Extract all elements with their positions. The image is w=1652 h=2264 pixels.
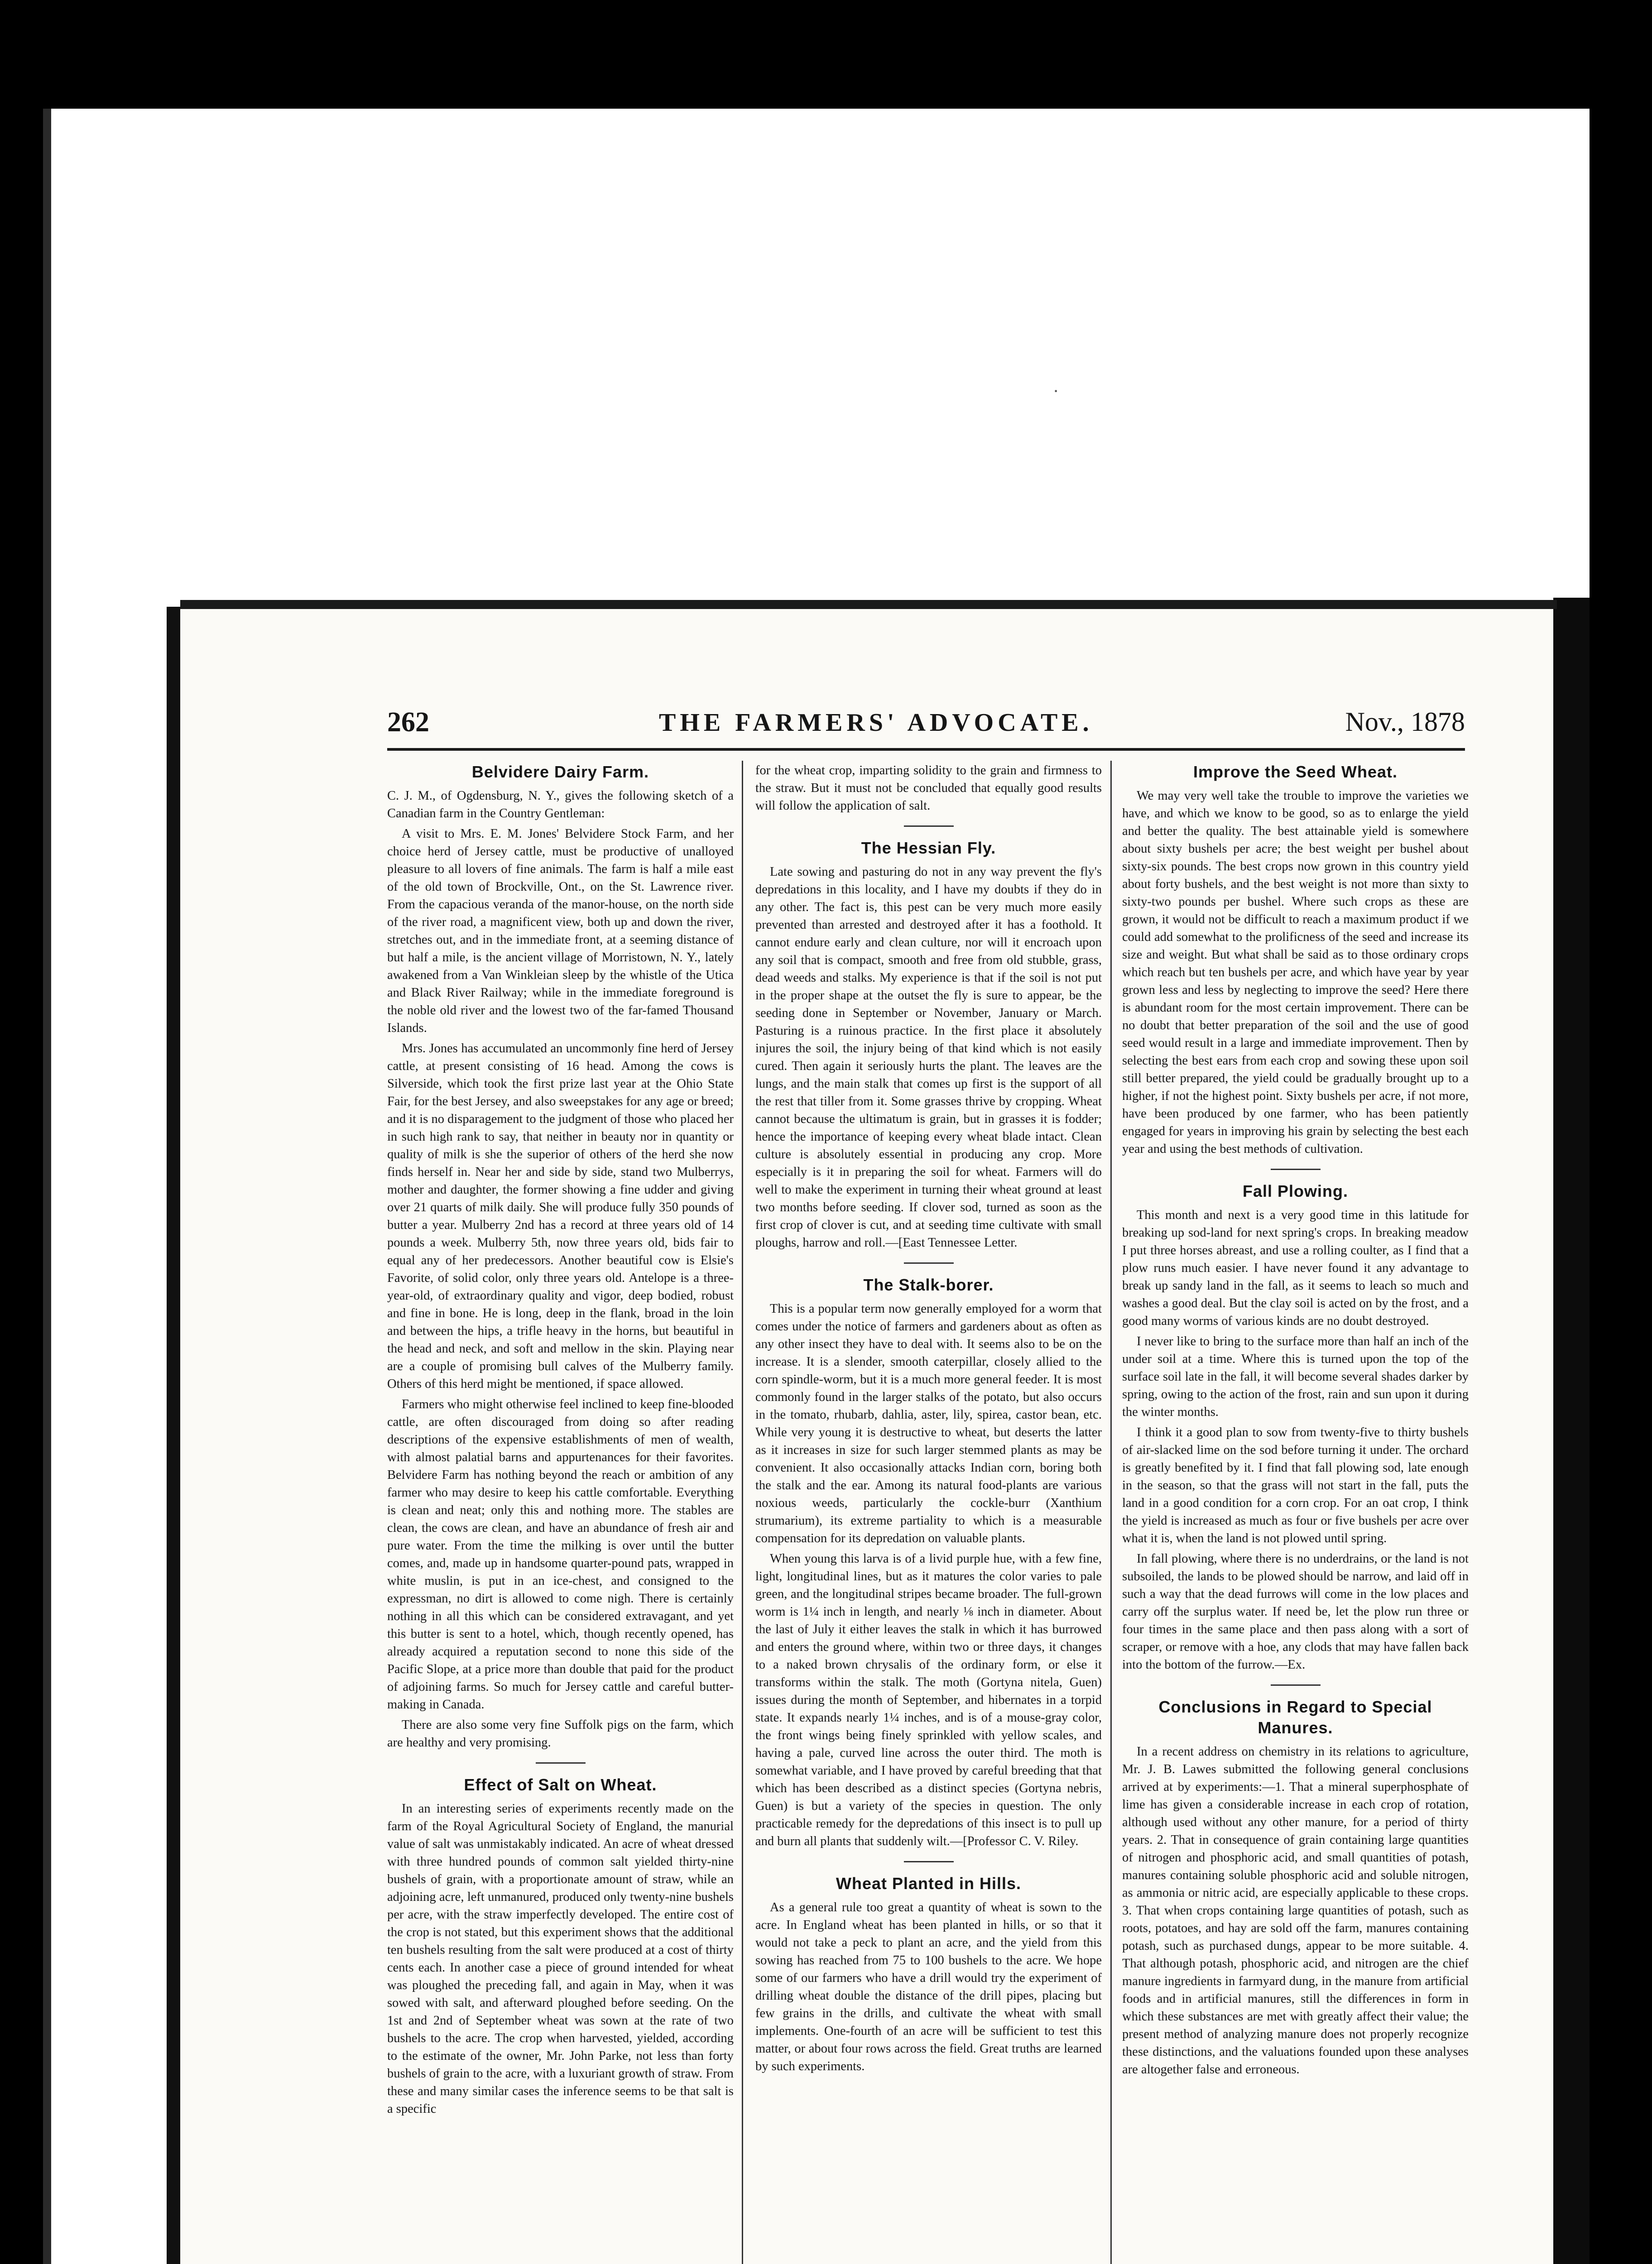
article-title: Effect of Salt on Wheat.: [464, 1775, 657, 1794]
page-edge-left: [167, 607, 180, 2264]
article-paragraph: In fall plowing, where there is no underdrains, or the land is not subsoiled, the lands to be plowed should be narrow, and laid off in such a way that the dead furrows will come in the low places and carry off the surplus water. If need be, let the plow run three or four times in the same place and then pass along with a sort of scraper, or remove with a hoe, any clods that may have fallen back into the bottom of the furrow.—Ex.: [1122, 1552, 1469, 1672]
scan-speck: ·: [1053, 381, 1059, 401]
page-top-edge: [180, 600, 1557, 609]
column-3: [1122, 762, 1469, 2264]
film-border-top: [0, 0, 1652, 109]
article-paragraph: As a general rule too great a quantity of wheat is sown to the acre. In England wheat has been planted in hills, or so that it would not take a peck to plant an acre, and the yield from this sowing has reached from 75 to 100 bushels to the acre. We hope some of our farmers who have a drill would try the experiment of drilling wheat double the distance of the drill pipes, placing but few grains in the drills, and cultivate the wheat with small implements. One-fourth of an acre will be sufficient to test this matter, or about four rows across the field. Great truths are learned by such experiments.: [755, 1900, 1102, 2073]
article-title: Belvidere Dairy Farm.: [471, 763, 649, 781]
article-separator: [904, 825, 954, 827]
film-border-left: [0, 109, 43, 2264]
article-separator: [904, 1861, 954, 1862]
column-divider: [1110, 761, 1112, 2264]
article-paragraph: In a recent address on chemistry in its relations to agriculture, Mr. J. B. Lawes submitted the following general conclusions arrived at by experiments:—1. That a mineral superphosphate of lime has given a considerable increase in each crop of rotation, although used without any other manure, for a period of thirty years. 2. That in consequence of grain containing large quantities of nitrogen and phosphoric acid, and small quantities of potash, manures containing soluble phosphoric acid and soluble nitrogen, as ammonia or nitric acid, are especially applicable to these crops. 3. That when crops containing large quantities of potash, such as roots, potatoes, and hay are sold off the farm, manures containing potash, such as purchased dungs, appear to be more suitable. 4. That although potash, phosphoric acid, and nitrogen are the chief manure ingredients in farmyard dung, in the manure from artificial foods and in artificial manures, still the differences in form in which these substances are met with greatly affect their value; the present method of analyzing manure does not properly recognize these distinctions, and the valuations founded upon these analyses are altogether false and erroneous.: [1122, 1745, 1469, 2077]
article-title: The Hessian Fly.: [861, 839, 996, 857]
article-paragraph: There are also some very fine Suffolk pigs on the farm, which are healthy and very promising.: [387, 1718, 734, 1750]
article-separator: [904, 1262, 954, 1264]
column-1: [387, 762, 734, 2264]
article-title: The Stalk-borer.: [863, 1276, 994, 1294]
article-paragraph: for the wheat crop, imparting solidity to the grain and firmness to the straw. But it must not be concluded that equally good results will follow the application of salt.: [755, 763, 1102, 813]
article-title: Wheat Planted in Hills.: [836, 1874, 1022, 1893]
article-paragraph: A visit to Mrs. E. M. Jones' Belvidere Stock Farm, and her choice herd of Jersey cattle, must be productive of unalloyed pleasure to all lovers of fine animals. The farm is half a mile east of the old town of Brockville, Ont., on the St. Lawrence river. From the capacious veranda of the manor-house, on the north side of the river road, a magnificent view, both up and down the river, stretches out, and in the immediate front, at a seeming distance of but half a mile, is the ancient village of Morristown, N. Y., lately awakened from a Van Winkleian sleep by the whistle of the Utica and Black River Railway; while in the immediate foreground is the noble old river and the lowest two of the far-famed Thousand Islands.: [387, 827, 734, 1035]
issue-date: Nov., 1878: [1345, 707, 1465, 737]
article-title: Fall Plowing.: [1242, 1182, 1348, 1200]
masthead: THE FARMERS' ADVOCATE.: [659, 709, 1093, 737]
article-paragraph: This month and next is a very good time in this latitude for breaking up sod-land for next spring's crops. In breaking meadow I put three horses abreast, and use a rolling coulter, as I find that a plow runs much easier. I have never found it any advantage to break up sandy land in the fall, as it seems to leach so much and washes a good deal. But the clay soil is acted on by the frost, and a good many worms of various kinds are no doubt destroyed.: [1122, 1208, 1469, 1328]
article-paragraph: In an interesting series of experiments recently made on the farm of the Royal Agricultural Society of England, the manurial value of salt was unmistakably indicated. An acre of wheat dressed with three hundred pounds of common salt yielded thirty-nine bushels of grain, with a proportionate amount of straw, while an adjoining acre, left unmanured, produced only twenty-nine bushels per acre, with the straw imperfectly developed. The entire cost of the crop is not stated, but this experiment shows that the additional ten bushels resulting from the salt were produced at a cost of thirty cents each. In another case a piece of ground intended for wheat was ploughed the preceding fall, and again in May, when it was sowed with salt, and afterward ploughed before seeding. On the 1st and 2nd of September wheat was sown at the rate of two bushels to the acre. The crop when harvested, yielded, according to the estimate of the owner, Mr. John Parke, not less than forty bushels of grain to the acre, with a luxuriant growth of straw. From these and many similar cases the inference seems to be that salt is a specific: [387, 1802, 734, 2116]
article-separator: [536, 1762, 586, 1764]
column-divider: [742, 761, 743, 2264]
article-paragraph: Mrs. Jones has accumulated an uncommonly fine herd of Jersey cattle, at present consisting of 16 head. Among the cows is Silverside, which took the first prize last year at the Ohio State Fair, for the best Jersey, and also sweepstakes for any age or breed; and it is no disparagement to the judgment of those who placed her in such high rank to say, that neither in beauty nor in quantity or quality of milk is she the superior of others of the herd she now finds herself in. Near her and side by side, stand two Mulberrys, mother and daughter, the former showing a fine udder and giving over 21 quarts of milk daily. She will produce fully 350 pounds of butter a year. Mulberry 2nd has a record at three years old of 14 pounds a week. Mulberry 5th, now three years old, bids fair to equal any of her predecessors. Another beautiful cow is Elsie's Favorite, of solid color, only three years old. Antelope is a three-year-old, of extraordinary quality and vigor, deep bodied, robust and fine in bone. He is long, deep in the flank, broad in the loin and between the hips, a trifle heavy in the horns, but beautiful in the head and neck, and soft and mellow in the skin. Playing near are a couple of promising bull calves of the Mulberry family. Others of this herd might be mentioned, if space allowed.: [387, 1041, 734, 1391]
article-paragraph: This is a popular term now generally employed for a worm that comes under the notice of farmers and gardeners about as often as any other insect they have to deal with. It seems also to be on the increase. It is a slender, smooth caterpillar, closely allied to the corn spindle-worm, but it is a much more general feeder. It is most commonly found in the larger stalks of the potato, but also occurs in the tomato, rhubarb, dahlia, aster, lily, spirea, castor bean, etc. While very young it is destructive to wheat, but deserts the latter as it increases in size for such larger stemmed plants as may be convenient. It also occasionally attacks Indian corn, boring both the stalk and the ear. Among its natural food-plants are various noxious weeds, particularly the cockle-burr (Xanthium strumarium), its extreme partiality to which is a measurable compensation for its depredation on valuable plants.: [755, 1302, 1102, 1545]
film-stub: [43, 109, 51, 2264]
article-title: Conclusions in Regard to Special Manures.: [1158, 1698, 1432, 1737]
article-paragraph: Late sowing and pasturing do not in any way prevent the fly's depredations in this locality, and I have my doubts if they do in any other. The fact is, this pest can be very much more easily prevented than arrested and destroyed after it has a foothold. It cannot endure early and clean culture, nor will it encroach upon any soil that is compact, smooth and free from old stubble, grass, dead weeds and stalks. My experience is that if the soil is not put in the proper shape at the outset the fly is sure to appear, be the seeding done in September or November, January or March. Pasturing is a ruinous practice. In the first place it absolutely injures the soil, the injury being of that kind which is not easily cured. Then again it seriously hurts the plant. The leaves are the lungs, and the main stalk that comes up first is the support of all the rest that tiller from it. Some grasses thrive by cropping. Wheat cannot because the ultimatum is grain, but in grasses it is fodder; hence the importance of keeping every wheat blade intact. Clean culture is absolutely essential in producing any crop. More especially is it in preparing the soil for wheat. Farmers will do well to make the experiment in turning their wheat ground at least two months before seeding. If clover sod, turned as soon as the first crop of clover is cut, and at seeding time cultivate with small ploughs, harrow and roll.—[East Tennessee Letter.: [755, 865, 1102, 1250]
film-border-right: [1590, 109, 1652, 2264]
article-paragraph: Farmers who might otherwise feel inclined to keep fine-blooded cattle, are often discouraged from doing so after reading descriptions of the expensive establishments of men of wealth, with almost palatial barns and appurtenances for their favorites. Belvidere Farm has nothing beyond the reach or ambition of any farmer who may desire to keep his cattle comfortable. Everything is clean and neat; only this and nothing more. The stables are clean, the cows are clean, and have an abundance of fresh air and pure water. From the time the milking is over until the butter comes, and, made up in handsome quarter-pound pats, wrapped in white muslin, is put in an ice-chest, and consigned to the expressman, no dirt is allowed to come nigh. There is certainly nothing in all this which can be considered extravagant, and yet this butter is sent to a hotel, which, though recently opened, has already acquired a reputation second to none this side of the Pacific Slope, at a price more than double that paid for the product of adjoining farms. So much for Jersey cattle and careful butter-making in Canada.: [387, 1397, 734, 1712]
article-paragraph: When young this larva is of a livid purple hue, with a few fine, light, longitudinal lines, but as it matures the color varies to pale green, and the longitudinal stripes became broader. The full-grown worm is 1¼ inch in length, and nearly ⅛ inch in diameter. About the last of July it either leaves the stalk in which it has burrowed and enters the ground where, within two or three days, it changes to a naked brown chrysalis of the ordinary form, or else it transforms within the stalk. The moth (Gortyna nitela, Guen) issues during the month of September, and hibernates in a torpid state. It expands nearly 1¼ inches, and is of a mouse-gray color, the front wings being finely sprinkled with yellow scales, and having a pale, curved line across the outer third. The moth is somewhat variable, and I have proved by careful breeding that that which has been described as a distinct species (Gortyna nebris, Guen) is but a variety of the species in question. The only practicable remedy for the depredations of this insect is to pull up and burn all plants that suddenly wilt.—[Professor C. V. Riley.: [755, 1552, 1102, 1848]
column-2: [755, 762, 1102, 2264]
running-head: [387, 706, 1465, 743]
article-separator: [1271, 1169, 1321, 1170]
article-paragraph: I never like to bring to the surface more than half an inch of the under soil at a time. Where this is turned upon the top of the surface soil late in the fall, it will become several shades darker by spring, owing to the action of the frost, rain and sun upon it during the winter months.: [1122, 1334, 1469, 1419]
article-paragraph: I think it a good plan to sow from twenty-five to thirty bushels of air-slacked lime on the sod before turning it under. The orchard is greatly benefited by it. I find that fall plowing sod, late enough in the season, so that the grass will not start in the fall, puts the land in a good condition for a corn crop. For an oat crop, I think the yield is increased as much as four or five bushels per acre over what it is, when the land is not plowed until spring.: [1122, 1425, 1469, 1545]
article-paragraph: We may very well take the trouble to improve the varieties we have, and which we know to be good, so as to enlarge the yield and better the quality. The best attainable yield is somewhere about sixty bushels per acre; the best weight per bushel about sixty-six pounds. The best crops now grown in this country yield about forty bushels, and the best weight is not more than sixty to sixty-two pounds per bushel. Where such crops as these are grown, it would not be difficult to reach a maximum product if we could add somewhat to the prolificness of the seed and increase its size and weight. But what shall be said as to those ordinary crops which reach but ten bushels per acre, and which have year by year grown less and less by neglecting to improve the seed? Here there is abundant room for the most certain improvement. There can be no doubt that better preparation of the soil and the use of good seed would result in a large and immediate improvement. Then by selecting the best ears from each crop and sowing these upon soil still better prepared, the yield could be gradually brought up to a higher, if not the highest point. Sixty bushels per acre, if not more, have been produced by one farmer, who has been patiently engaged for years in improving his grain by selecting the best each year and using the best methods of cultivation.: [1122, 789, 1469, 1156]
article-title: Improve the Seed Wheat.: [1193, 763, 1398, 781]
article-separator: [1271, 1684, 1321, 1686]
page-number: 262: [387, 707, 429, 738]
head-rule: [387, 748, 1465, 751]
page-edge-right: [1553, 598, 1590, 2264]
article-paragraph: C. J. M., of Ogdensburg, N. Y., gives the following sketch of a Canadian farm in the Country Gentleman:: [387, 789, 734, 820]
